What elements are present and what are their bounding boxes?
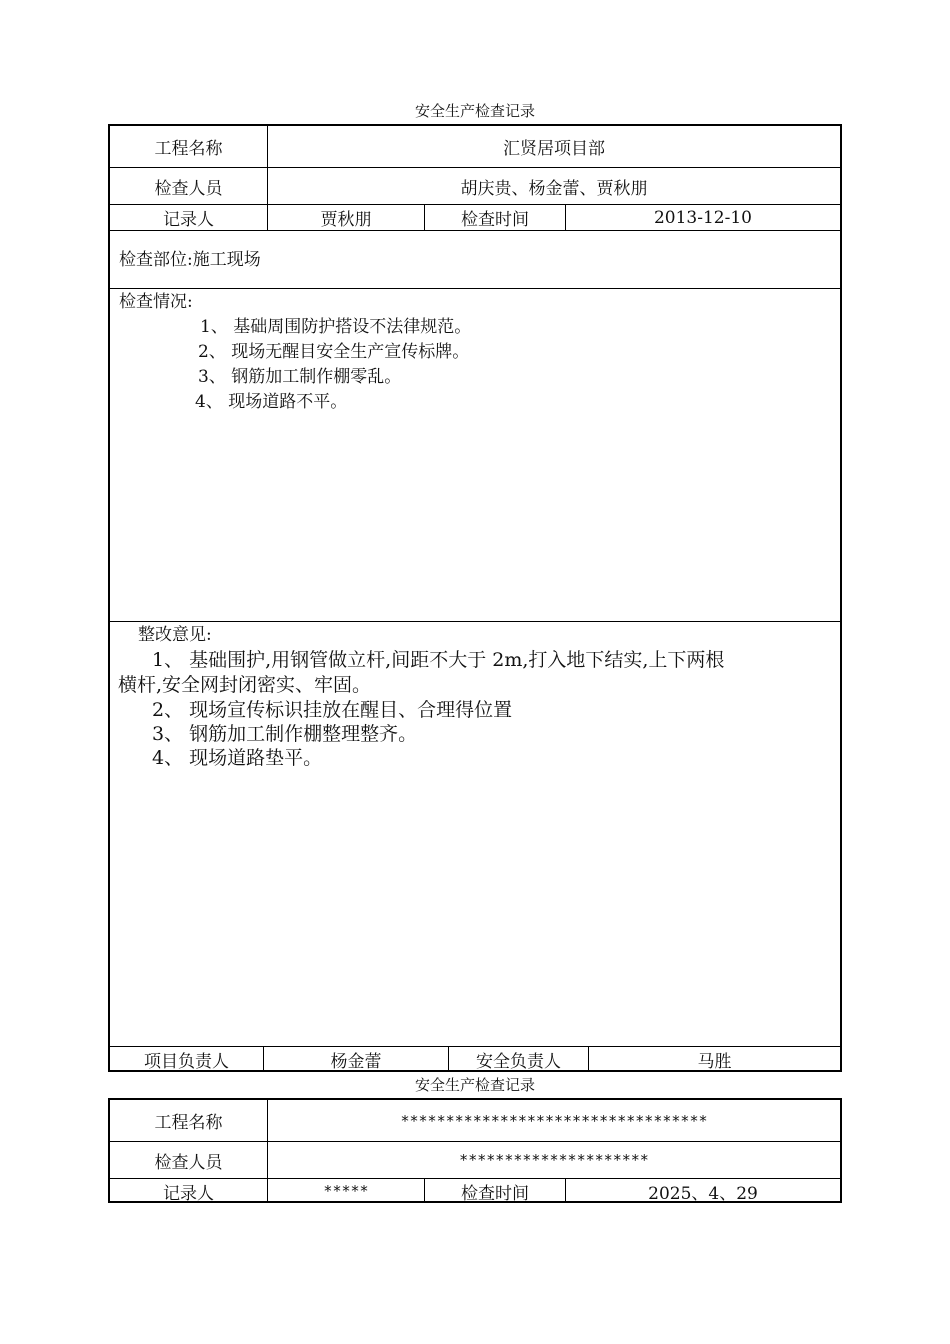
record1-row-signatures [110, 1047, 840, 1072]
recorder-value: 贾秋朋 [267, 205, 424, 230]
record1-row-rectify [110, 622, 840, 1047]
project-name-label: 工程名称 [154, 1113, 223, 1133]
record2-row-project [110, 1100, 840, 1142]
record1-row-project [110, 126, 840, 168]
inspection-time-label: 检查时间 [424, 205, 565, 230]
project-name-label: 工程名称 [154, 139, 223, 159]
record1-row-recorder [110, 205, 840, 231]
inspection-location: 检查部位:施工现场 [119, 250, 261, 270]
record2-title: 安全生产检查记录 [414, 1076, 535, 1094]
rectify-item: 1、 基础围护,用钢管做立杆,间距不大于 2m,打入地下结实,上下两根 [152, 649, 725, 671]
situation-item: 3、 钢筋加工制作棚零乱。 [198, 367, 402, 387]
inspection-time-value: 2013-12-10 [565, 205, 840, 230]
project-name-value: ********************************** [267, 1100, 840, 1141]
rectify-item: 3、 钢筋加工制作棚整理整齐。 [152, 723, 418, 745]
rectify-item: 2、 现场宣传标识挂放在醒目、合理得位置 [152, 699, 513, 721]
record1-row-inspectors [110, 168, 840, 205]
situation-label: 检查情况: [119, 292, 193, 312]
recorder-label: 记录人 [163, 1183, 214, 1204]
safety-manager-label: 安全负责人 [448, 1047, 588, 1072]
inspectors-label: 检查人员 [154, 178, 223, 199]
inspection-time-value: 2025、4、29 [565, 1179, 840, 1203]
record1-row-location [110, 231, 840, 289]
record2-table [108, 1098, 842, 1203]
safety-manager-value: 马胜 [588, 1047, 840, 1072]
project-name-value: 汇贤居项目部 [267, 126, 840, 167]
recorder-value: ***** [267, 1179, 424, 1203]
recorder-label: 记录人 [163, 210, 214, 230]
inspectors-value: ********************* [267, 1142, 840, 1178]
rectify-item-continued: 横杆,安全网封闭密实、牢固。 [118, 674, 372, 696]
record2-row-inspectors [110, 1142, 840, 1179]
inspectors-value: 胡庆贵、杨金蕾、贾秋朋 [267, 168, 840, 204]
rectify-label: 整改意见: [138, 625, 212, 645]
situation-item: 2、 现场无醒目安全生产宣传标牌。 [198, 342, 470, 362]
rectify-item: 4、 现场道路垫平。 [152, 747, 323, 769]
project-manager-label: 项目负责人 [144, 1052, 229, 1072]
situation-item: 4、 现场道路不平。 [195, 392, 348, 412]
project-manager-value: 杨金蕾 [263, 1047, 448, 1072]
record2-row-recorder [110, 1179, 840, 1203]
situation-item: 1、 基础周围防护搭设不法律规范。 [200, 317, 472, 337]
inspection-time-label: 检查时间 [424, 1179, 565, 1203]
record1-title: 安全生产检查记录 [414, 102, 535, 120]
record1-row-situation [110, 289, 840, 622]
inspectors-label: 检查人员 [154, 1152, 223, 1173]
record1-table [108, 124, 842, 1072]
